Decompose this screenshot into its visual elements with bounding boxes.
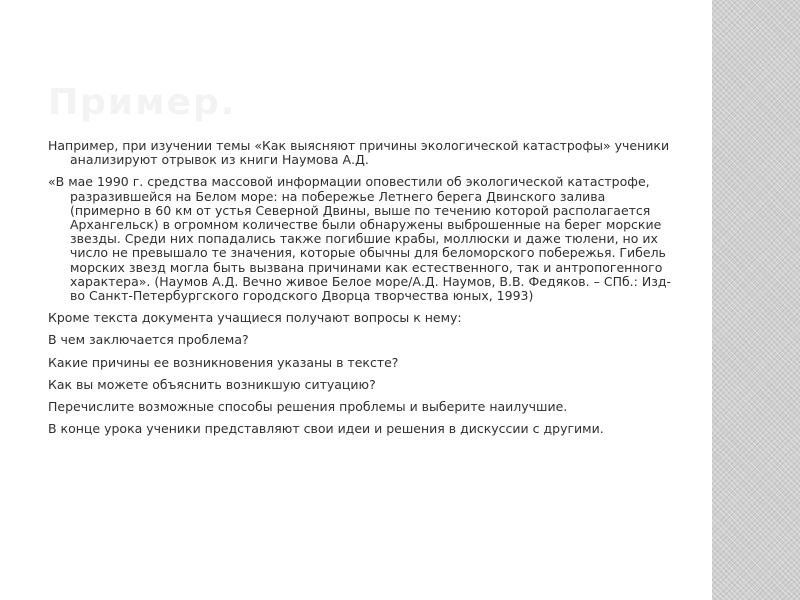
decorative-side-band (712, 0, 800, 600)
question-causes: Какие причины ее возникновения указаны в тексте? (48, 354, 399, 370)
paragraph-intro: Например, при изучении темы «Как выясняют причины экологической катастрофы» ученики анализируют отрывок из книги Наумова А.Д. (48, 138, 670, 168)
question-problem: В чем заключается проблема? (48, 332, 249, 348)
paragraph-conclusion: В конце урока ученики представляют свои идеи и решения в дискуссии с другими. (48, 421, 604, 437)
paragraph-quote: «В мае 1990 г. средства массовой информации оповестили об экологической катастрофе, разразившейся на Белом море: на побережье Летнего берега Двинского залива (примерно в 60 км от устья Северной Двины, выше по течению которой располагается Архангельск) в огромном количестве были обнаружены выброшенные на берег морские звезды. Среди них попадались также погибшие крабы, моллюски и даже тюлени, но их число не превышало те значения, которые обычны для беломорского побережья. Гибель морских звезд могла быть вызвана причинами как естественного, так и антропогенного характера». (Наумов А.Д. Вечно живое Белое море/А.Д. Наумов, В.В. Федяков. – СПб.: Изд-во Санкт-Петербургского городского Дворца творчества юных, 1993) (48, 174, 671, 304)
slide-title: Пример. (48, 82, 237, 123)
question-explain: Как вы можете объяснить возникшую ситуацию? (48, 376, 376, 392)
slide-body (48, 139, 678, 444)
question-solutions: Перечислите возможные способы решения проблемы и выберите наилучшие. (48, 399, 568, 415)
paragraph-questions-intro: Кроме текста документа учащиеся получают вопросы к нему: (48, 310, 462, 326)
